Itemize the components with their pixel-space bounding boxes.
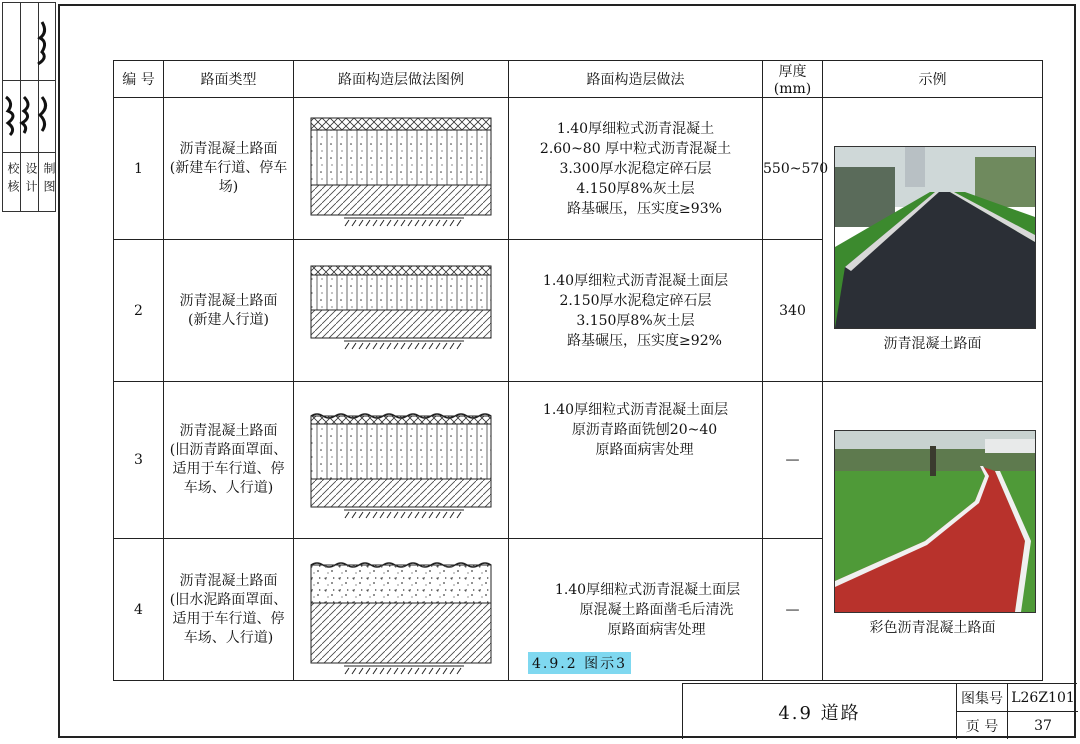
example-caption-2: 彩色沥青混凝土路面 [869, 620, 996, 636]
row-type: 沥青混凝土路面 (新建人行道) [164, 240, 294, 382]
figure-label: 4.9.2 图示3 [528, 652, 631, 674]
header-method: 路面构造层做法 [509, 61, 763, 98]
example-photo-asphalt [834, 146, 1036, 329]
row-number: 1 [114, 98, 164, 240]
layer-diagram [294, 98, 509, 240]
row-method: 1.40厚细粒式沥青混凝土 2.60~80 厚中粒式沥青混凝土 3.300厚水泥稳定碎石层 4.150厚8%灰土层 路基碾压，压实度≥93% [509, 98, 763, 240]
header-type: 路面类型 [164, 61, 294, 98]
row-number: 3 [114, 382, 164, 539]
row-thickness: 550~570 [763, 98, 823, 240]
pavement-table [113, 60, 1043, 681]
header-thickness: 厚度(mm) [763, 61, 823, 98]
atlas-number: L26Z101 [1007, 684, 1078, 712]
sidebar-label-draw: 制图 [42, 162, 56, 198]
atlas-label: 图集号 [956, 684, 1007, 712]
header-example: 示例 [823, 61, 1043, 98]
row-type: 沥青混凝土路面 (新建车行道、停车 场) [164, 98, 294, 240]
row-number: 2 [114, 240, 164, 382]
example-cell-2 [823, 382, 1043, 681]
row-method: 1.40厚细粒式沥青混凝土面层 2.150厚水泥稳定碎石层 3.150厚8%灰土层 路基碾压，压实度≥92% [509, 240, 763, 382]
header-no: 编 号 [114, 61, 164, 98]
layer-diagram [294, 240, 509, 382]
row-thickness: — [763, 539, 823, 681]
row-method: 1.40厚细粒式沥青混凝土面层 原沥青路面铣刨20~40 原路面病害处理 [509, 382, 763, 539]
row-thickness: — [763, 382, 823, 539]
layer-diagram [294, 539, 509, 681]
example-caption-1: 沥青混凝土路面 [883, 336, 982, 352]
page-label: 页 号 [956, 712, 1007, 739]
row-number: 4 [114, 539, 164, 681]
page-number: 37 [1007, 712, 1078, 739]
title-block [682, 683, 1077, 739]
header-legend: 路面构造层做法图例 [294, 61, 509, 98]
table-row [114, 98, 1043, 240]
signature-marks [2, 2, 56, 152]
layer-diagram [294, 382, 509, 539]
row-thickness: 340 [763, 240, 823, 382]
example-photo-colored-asphalt [834, 430, 1036, 613]
row-method: 1.40厚细粒式沥青混凝土面层 原混凝土路面凿毛后清洗 原路面病害处理 [509, 539, 763, 681]
table-row [114, 382, 1043, 539]
sidebar-label-review: 校核 [6, 162, 20, 198]
sidebar-label-design: 设计 [24, 162, 38, 198]
row-type: 沥青混凝土路面 (旧水泥路面罩面、 适用于车行道、停 车场、人行道) [164, 539, 294, 681]
row-type: 沥青混凝土路面 (旧沥青路面罩面、 适用于车行道、停 车场、人行道) [164, 382, 294, 539]
example-cell-1 [823, 98, 1043, 382]
approval-sidebar [2, 2, 56, 214]
drawing-title: 4.9 道路 [778, 702, 861, 724]
